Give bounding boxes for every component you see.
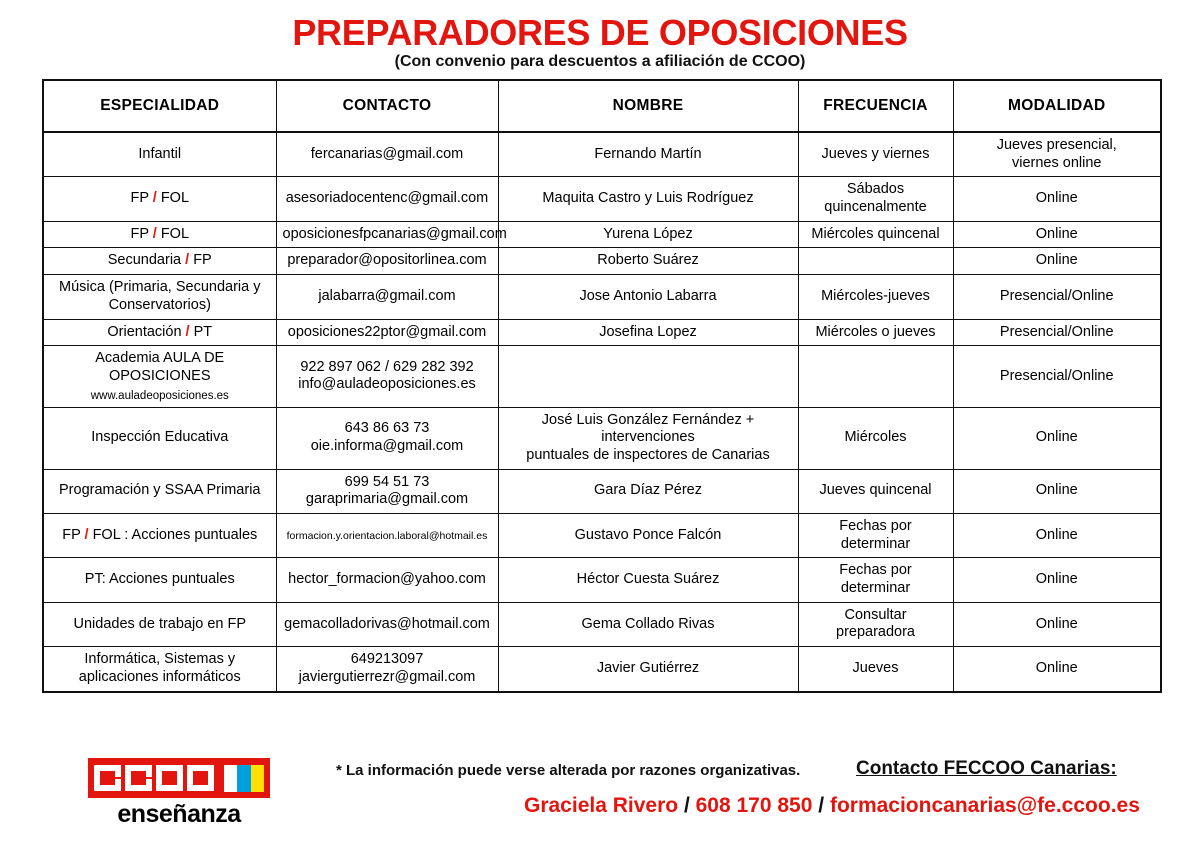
contact-person-name: Graciela Rivero bbox=[524, 794, 679, 817]
especialidad-text: PT: Acciones puntuales bbox=[84, 571, 235, 588]
table-row bbox=[43, 177, 1161, 221]
table-body bbox=[43, 132, 1161, 692]
contact-heading: Contacto FECCOO Canarias: bbox=[856, 758, 1117, 779]
table-row bbox=[43, 319, 1161, 346]
cell-frecuencia bbox=[798, 275, 953, 319]
especialidad-text: Música (Primaria, Secundaria y Conservatorios) bbox=[59, 279, 261, 313]
cell-especialidad bbox=[43, 558, 276, 602]
cell-modalidad bbox=[953, 132, 1161, 177]
contact-email[interactable]: formacioncanarias@fe.ccoo.es bbox=[829, 794, 1140, 817]
cell-nombre-line-1: Gara Díaz Pérez bbox=[594, 482, 702, 499]
especialidad-slash: / bbox=[152, 190, 157, 207]
cell-frecuencia bbox=[798, 346, 953, 407]
contact-separator-2: / bbox=[818, 794, 825, 817]
especialidad-part-2: FP bbox=[189, 252, 212, 269]
cell-nombre-line-1: Gustavo Ponce Falcón bbox=[574, 526, 722, 543]
cell-modalidad bbox=[953, 558, 1161, 602]
cell-frecuencia bbox=[798, 602, 953, 646]
canary-islands-flag-icon bbox=[224, 765, 264, 792]
cell-frecuencia bbox=[798, 407, 953, 469]
cell-contacto bbox=[276, 407, 498, 469]
cell-modalidad bbox=[953, 221, 1161, 248]
table-row bbox=[43, 346, 1161, 407]
especialidad-part-2: FOL bbox=[156, 190, 190, 207]
cell-frecuencia-line-1: Miércoles o jueves bbox=[815, 323, 936, 340]
cell-frecuencia-line-1: Fechas por determinar bbox=[839, 518, 912, 552]
cell-contacto bbox=[276, 177, 498, 221]
cell-frecuencia-line-1: Consultar preparadora bbox=[836, 606, 915, 641]
cell-modalidad bbox=[953, 407, 1161, 469]
cell-frecuencia-line-1: Miércoles quincenal bbox=[811, 225, 940, 242]
cell-nombre-line-1: Héctor Cuesta Suárez bbox=[576, 571, 720, 588]
cell-contacto bbox=[276, 514, 498, 558]
especialidad-slash: / bbox=[152, 225, 157, 242]
cell-contacto-line-1: 643 86 63 73 bbox=[344, 420, 430, 437]
table-row bbox=[43, 221, 1161, 248]
cell-especialidad bbox=[43, 602, 276, 646]
cell-contacto-line-1: formacion.y.orientacion.laboral@hotmail.es bbox=[286, 529, 488, 542]
cell-contacto-line-1: preparador@opositorlinea.com bbox=[287, 252, 487, 269]
column-header-modalidad: MODALIDAD bbox=[953, 80, 1161, 132]
letter-o2-icon bbox=[187, 765, 214, 791]
column-header-contacto: CONTACTO bbox=[276, 80, 498, 132]
cell-especialidad bbox=[43, 275, 276, 319]
especialidad-part-1: FP bbox=[62, 526, 85, 543]
cell-contacto-line-1: oposicionesfpcanarias@gmail.com bbox=[282, 225, 507, 242]
especialidad-text: Informática, Sistemas y aplicaciones informáticos bbox=[78, 651, 241, 685]
especialidad-part-1: Orientación bbox=[107, 323, 186, 340]
cell-nombre bbox=[498, 407, 798, 469]
cell-frecuencia-line-1: Jueves bbox=[852, 659, 899, 676]
cell-frecuencia-line-1: Jueves quincenal bbox=[819, 482, 932, 499]
cell-contacto bbox=[276, 469, 498, 513]
cell-nombre-line-1: Gema Collado Rivas bbox=[581, 615, 715, 632]
cell-contacto bbox=[276, 275, 498, 319]
cell-nombre bbox=[498, 602, 798, 646]
especialidad-part-2: FOL : Acciones puntuales bbox=[88, 526, 258, 543]
cell-contacto-line-1: hector_formacion@yahoo.com bbox=[288, 571, 486, 588]
cell-frecuencia bbox=[798, 248, 953, 275]
cell-nombre-line-1: Javier Gutiérrez bbox=[596, 659, 700, 676]
cell-frecuencia-line-1: Sábados bbox=[846, 181, 905, 198]
cell-frecuencia bbox=[798, 469, 953, 513]
table-row bbox=[43, 407, 1161, 469]
cell-modalidad bbox=[953, 514, 1161, 558]
cell-nombre-line-1: José Luis González Fernández + intervenciones bbox=[541, 411, 755, 446]
especialidad-text: Academia AULA DE OPOSICIONES bbox=[95, 350, 225, 384]
especialidad-text: Inspección Educativa bbox=[91, 429, 229, 446]
cell-modalidad-line-1: Online bbox=[1035, 526, 1078, 543]
especialidad-text: Unidades de trabajo en FP bbox=[73, 615, 246, 632]
cell-especialidad bbox=[43, 177, 276, 221]
cell-nombre bbox=[498, 132, 798, 177]
cell-contacto bbox=[276, 346, 498, 407]
preparadores-table-container bbox=[42, 79, 1160, 693]
cell-especialidad bbox=[43, 319, 276, 346]
cell-contacto-line-1: 922 897 062 / 629 282 392 bbox=[300, 358, 474, 375]
column-header-frecuencia: FRECUENCIA bbox=[798, 80, 953, 132]
cell-frecuencia bbox=[798, 514, 953, 558]
cell-nombre bbox=[498, 248, 798, 275]
cell-nombre-line-1: Josefina Lopez bbox=[599, 323, 697, 340]
cell-modalidad bbox=[953, 275, 1161, 319]
cell-contacto-line-1: asesoriadocentenc@gmail.com bbox=[285, 190, 489, 207]
cell-modalidad-line-1: Online bbox=[1035, 252, 1078, 269]
especialidad-part-1: FP bbox=[130, 225, 153, 242]
cell-modalidad-line-1: Online bbox=[1035, 482, 1078, 499]
especialidad-text: Programación y SSAA Primaria bbox=[59, 482, 261, 499]
especialidad-slash: / bbox=[84, 526, 89, 543]
contact-details bbox=[524, 794, 1140, 818]
cell-especialidad bbox=[43, 647, 276, 692]
logo-word-ensenanza: enseñanza bbox=[117, 800, 241, 828]
cell-modalidad bbox=[953, 177, 1161, 221]
cell-frecuencia-line-1: Miércoles-jueves bbox=[821, 287, 930, 304]
cell-contacto-line-2: javiergutierrezr@gmail.com bbox=[298, 668, 476, 685]
table-row bbox=[43, 602, 1161, 646]
cell-frecuencia bbox=[798, 647, 953, 692]
cell-especialidad bbox=[43, 469, 276, 513]
cell-nombre-line-1: Yurena López bbox=[603, 225, 693, 242]
page-header bbox=[0, 0, 1200, 70]
cell-modalidad-line-2: viernes online bbox=[1012, 154, 1102, 171]
cell-nombre-line-1: Jose Antonio Labarra bbox=[579, 287, 717, 304]
cell-frecuencia bbox=[798, 558, 953, 602]
cell-modalidad bbox=[953, 469, 1161, 513]
cell-contacto bbox=[276, 132, 498, 177]
table-row bbox=[43, 469, 1161, 513]
cell-nombre bbox=[498, 177, 798, 221]
table-row bbox=[43, 514, 1161, 558]
ccoo-ensenanza-logo bbox=[88, 758, 270, 829]
cell-frecuencia bbox=[798, 177, 953, 221]
especialidad-part-2: PT bbox=[189, 323, 213, 340]
column-header-especialidad: ESPECIALIDAD bbox=[43, 80, 276, 132]
cell-contacto bbox=[276, 647, 498, 692]
contact-separator-1: / bbox=[683, 794, 690, 817]
cell-frecuencia-line-1: Fechas por determinar bbox=[839, 562, 912, 597]
letter-c2-icon bbox=[125, 765, 152, 791]
cell-nombre bbox=[498, 647, 798, 692]
cell-nombre-line-1: Maquita Castro y Luis Rodríguez bbox=[542, 190, 754, 207]
table-row bbox=[43, 275, 1161, 319]
cell-modalidad-line-1: Presencial/Online bbox=[999, 287, 1114, 304]
table-row bbox=[43, 248, 1161, 275]
especialidad-part-1: Secundaria bbox=[107, 252, 186, 269]
cell-modalidad bbox=[953, 248, 1161, 275]
cell-nombre bbox=[498, 221, 798, 248]
cell-modalidad-line-1: Online bbox=[1035, 190, 1078, 207]
ccoo-letters bbox=[94, 765, 214, 791]
cell-modalidad-line-1: Presencial/Online bbox=[999, 367, 1114, 384]
cell-contacto-line-2: oie.informa@gmail.com bbox=[310, 438, 464, 455]
cell-frecuencia bbox=[798, 221, 953, 248]
cell-modalidad-line-1: Online bbox=[1035, 571, 1078, 588]
table-row bbox=[43, 132, 1161, 177]
cell-nombre bbox=[498, 346, 798, 407]
cell-nombre-line-1: Fernando Martín bbox=[594, 145, 702, 162]
especialidad-slash: / bbox=[185, 252, 190, 269]
cell-especialidad bbox=[43, 248, 276, 275]
cell-frecuencia-line-2: quincenalmente bbox=[824, 199, 927, 216]
cell-contacto bbox=[276, 248, 498, 275]
cell-modalidad bbox=[953, 602, 1161, 646]
cell-frecuencia-line-1: Miércoles bbox=[844, 429, 907, 446]
cell-modalidad-line-1: Online bbox=[1035, 615, 1078, 632]
cell-contacto-line-1: gemacolladorivas@hotmail.com bbox=[284, 615, 490, 632]
cell-contacto-line-1: jalabarra@gmail.com bbox=[318, 287, 456, 304]
cell-nombre bbox=[498, 275, 798, 319]
table-header bbox=[43, 80, 1161, 132]
cell-modalidad-line-1: Online bbox=[1035, 225, 1078, 242]
cell-frecuencia bbox=[798, 132, 953, 177]
cell-frecuencia bbox=[798, 319, 953, 346]
cell-modalidad-line-1: Online bbox=[1035, 429, 1078, 446]
page-title: PREPARADORES DE OPOSICIONES bbox=[292, 12, 908, 53]
cell-nombre bbox=[498, 319, 798, 346]
cell-nombre bbox=[498, 558, 798, 602]
cell-contacto bbox=[276, 602, 498, 646]
cell-contacto-line-1: oposiciones22ptor@gmail.com bbox=[287, 323, 487, 340]
cell-contacto-line-2: garaprimaria@gmail.com bbox=[305, 491, 469, 508]
cell-especialidad bbox=[43, 221, 276, 248]
ccoo-logo-bar bbox=[88, 758, 270, 798]
especialidad-part-2: FOL bbox=[156, 225, 190, 242]
preparadores-table bbox=[42, 79, 1162, 693]
letter-c-icon bbox=[94, 765, 121, 791]
especialidad-text: Infantil bbox=[138, 145, 182, 162]
cell-nombre bbox=[498, 514, 798, 558]
cell-contacto-line-1: 699 54 51 73 bbox=[344, 473, 430, 490]
cell-contacto bbox=[276, 319, 498, 346]
cell-contacto-line-2: info@auladeoposiciones.es bbox=[298, 376, 476, 393]
cell-modalidad-line-1: Online bbox=[1035, 659, 1078, 676]
cell-modalidad-line-1: Presencial/Online bbox=[999, 323, 1114, 340]
cell-frecuencia-line-1: Jueves y viernes bbox=[821, 145, 930, 162]
cell-especialidad bbox=[43, 346, 276, 407]
cell-contacto bbox=[276, 558, 498, 602]
table-row bbox=[43, 647, 1161, 692]
cell-nombre-line-1: Roberto Suárez bbox=[597, 252, 699, 269]
cell-especialidad bbox=[43, 514, 276, 558]
table-row bbox=[43, 558, 1161, 602]
especialidad-part-1: FP bbox=[130, 190, 153, 207]
cell-especialidad bbox=[43, 132, 276, 177]
footer-note: * La información puede verse alterada por razones organizativas. bbox=[336, 762, 801, 779]
cell-modalidad bbox=[953, 346, 1161, 407]
letter-o-icon bbox=[156, 765, 183, 791]
table-header-row bbox=[43, 80, 1161, 132]
especialidad-slash: / bbox=[185, 323, 190, 340]
cell-contacto-line-1: 649213097 bbox=[350, 651, 424, 668]
cell-modalidad-line-1: Jueves presencial, bbox=[996, 137, 1117, 153]
cell-nombre bbox=[498, 469, 798, 513]
cell-nombre-line-2: puntuales de inspectores de Canarias bbox=[526, 446, 770, 463]
page-subtitle: (Con convenio para descuentos a afiliación de CCOO) bbox=[394, 52, 806, 70]
cell-modalidad bbox=[953, 647, 1161, 692]
cell-modalidad bbox=[953, 319, 1161, 346]
cell-especialidad bbox=[43, 407, 276, 469]
cell-contacto bbox=[276, 221, 507, 248]
page-footer bbox=[0, 752, 1200, 848]
especialidad-subtext: www.auladeoposiciones.es bbox=[90, 389, 229, 402]
cell-contacto-line-1: fercanarias@gmail.com bbox=[310, 145, 464, 162]
contact-phone[interactable]: 608 170 850 bbox=[695, 794, 813, 817]
column-header-nombre: NOMBRE bbox=[498, 80, 798, 132]
